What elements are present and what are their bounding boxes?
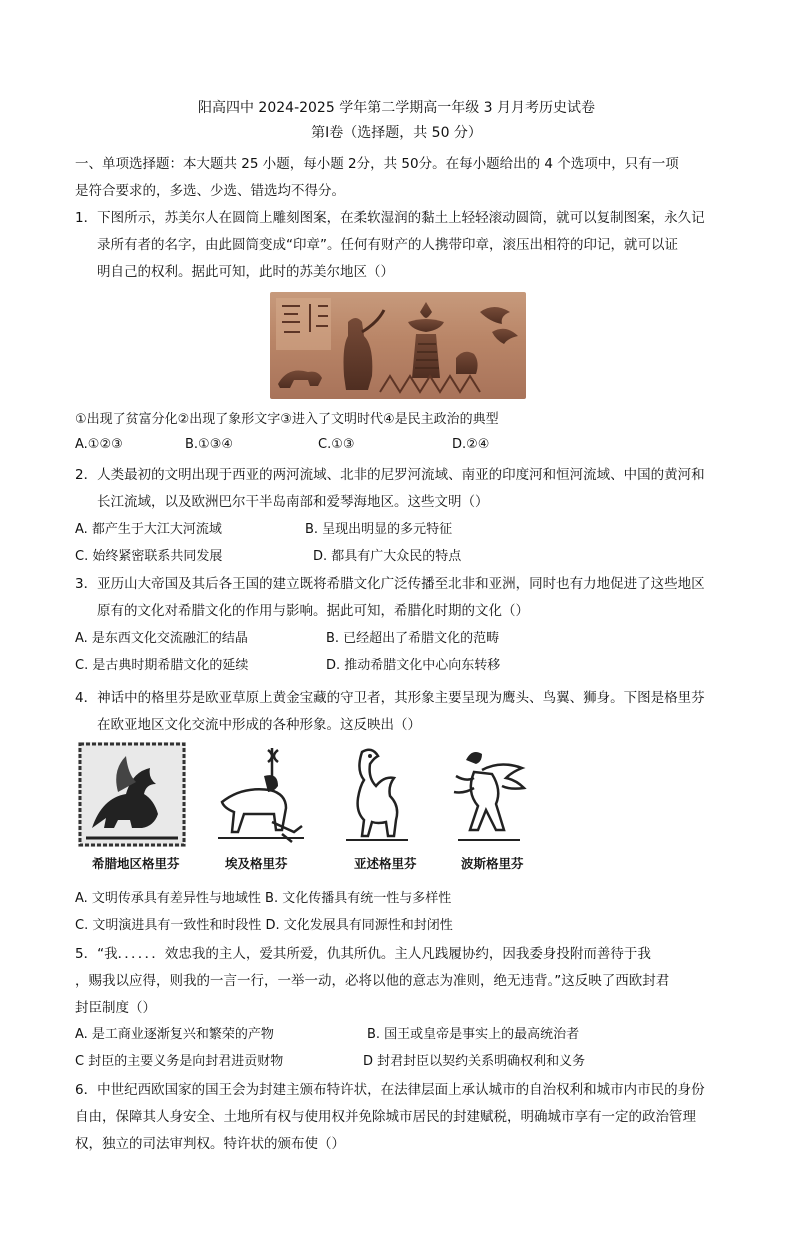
q1-statements: ①出现了贫富分化②出现了象形文字③进入了文明时代④是民主政治的典型 xyxy=(75,412,499,427)
q4-options-a-b[interactable]: A. 文明传承具有差异性与地域性 B. 文化传播具有统一性与多样性 xyxy=(75,891,452,906)
q1-option-a[interactable]: A.①②③ xyxy=(75,437,123,452)
q2-line-2: 长江流域，以及欧洲巴尔干半岛南部和爱琴海地区。这些文明（） xyxy=(97,494,489,510)
persian-griffin-image xyxy=(448,742,530,847)
q5-option-a[interactable]: A. 是工商业逐渐复兴和繁荣的产物 xyxy=(75,1027,274,1042)
instructions-line-1: 一、单项选择题：本大题共 25 小题，每小题 2分，共 50分。在每小题给出的 4 个选项中，只有一项 xyxy=(75,156,679,172)
q1-line-2: 录所有者的名字，由此圆筒变成“印章”。任何有财产的人携带印章，滚压出相符的印记，就可以证 xyxy=(97,237,678,253)
q5-line-2: ，赐我以应得，则我的一言一行，一举一动，必将以他的意志为准则，绝无违背。”这反映了西欧封君 xyxy=(75,973,670,989)
q6-line-2: 自由，保障其人身安全、土地所有权与使用权并免除城市居民的封建赋税，明确城市享有一定的政治管理 xyxy=(75,1109,696,1125)
q5-line-3: 封臣制度（） xyxy=(75,1000,156,1016)
q1-option-d[interactable]: D.②④ xyxy=(452,437,490,452)
caption-egyptian-griffin: 埃及格里芬 xyxy=(225,856,288,871)
q1-line-3: 明自己的权利。据此可知，此时的苏美尔地区（） xyxy=(97,264,394,280)
caption-greek-griffin: 希腊地区格里芬 xyxy=(92,856,180,871)
q3-option-d[interactable]: D. 推动希腊文化中心向东转移 xyxy=(326,658,501,673)
exam-title: 阳高四中 2024-2025 学年第二学期高一年级 3 月月考历史试卷 xyxy=(197,100,596,116)
instructions-line-2: 是符合要求的，多选、少选、错选均不得分。 xyxy=(75,183,345,199)
q2-option-c[interactable]: C. 始终紧密联系共同发展 xyxy=(75,549,223,564)
q1-line-1: 1．下图所示，苏美尔人在圆筒上雕刻图案，在柔软湿润的黏土上轻轻滚动圆筒，就可以复制图案，永久记 xyxy=(75,210,705,226)
caption-persian-griffin: 波斯格里芬 xyxy=(461,856,524,871)
egyptian-griffin-image xyxy=(212,742,310,847)
q5-option-b[interactable]: B. 国王或皇帝是事实上的最高统治者 xyxy=(367,1027,580,1042)
q2-option-a[interactable]: A. 都产生于大江大河流域 xyxy=(75,522,222,537)
section-title: 第Ⅰ卷（选择题，共 50 分） xyxy=(311,125,482,141)
q3-option-a[interactable]: A. 是东西文化交流融汇的结晶 xyxy=(75,631,248,646)
q2-line-1: 2．人类最初的文明出现于西亚的两河流域、北非的尼罗河流域、南亚的印度河和恒河流域、中国的黄河和 xyxy=(75,467,705,483)
q3-line-2: 原有的文化对希腊文化的作用与影响。据此可知，希腊化时期的文化（） xyxy=(97,603,529,619)
q5-option-c[interactable]: C 封臣的主要义务是向封君进贡财物 xyxy=(75,1054,284,1069)
greek-griffin-image xyxy=(78,742,186,847)
q4-options-c-d[interactable]: C. 文明演进具有一致性和时段性 D. 文化发展具有同源性和封闭性 xyxy=(75,918,453,933)
q5-line-1: 5．“我．．．．．．效忠我的主人，爱其所爱，仇其所仇。主人凡践履协约，因我委身投附而善待于我 xyxy=(75,946,651,962)
caption-assyrian-griffin: 亚述格里芬 xyxy=(354,856,417,871)
q1-option-c[interactable]: C.①③ xyxy=(318,437,355,452)
q6-line-1: 6．中世纪西欧国家的国王会为封建主颁布特许状，在法律层面上承认城市的自治权利和城市内市民的身份 xyxy=(75,1082,705,1098)
q3-option-b[interactable]: B. 已经超出了希腊文化的范畴 xyxy=(326,631,500,646)
q4-line-2: 在欧亚地区文化交流中形成的各种形象。这反映出（） xyxy=(97,717,421,733)
assyrian-griffin-image xyxy=(340,742,415,847)
q5-option-d[interactable]: D 封君封臣以契约关系明确权利和义务 xyxy=(363,1054,586,1069)
q1-option-b[interactable]: B.①③④ xyxy=(185,437,234,452)
q3-line-1: 3．亚历山大帝国及其后各王国的建立既将希腊文化广泛传播至北非和亚洲，同时也有力地促进了这些地区 xyxy=(75,576,705,592)
q4-line-1: 4．神话中的格里芬是欧亚草原上黄金宝藏的守卫者，其形象主要呈现为鹰头、鸟翼、狮身。下图是格里芬 xyxy=(75,690,705,706)
q2-option-b[interactable]: B. 呈现出明显的多元特征 xyxy=(305,522,453,537)
q6-line-3: 权，独立的司法审判权。特许状的颁布使（） xyxy=(75,1136,345,1152)
q3-option-c[interactable]: C. 是古典时期希腊文化的延续 xyxy=(75,658,249,673)
cylinder-seal-image xyxy=(270,292,526,399)
q2-option-d[interactable]: D. 都具有广大众民的特点 xyxy=(313,549,462,564)
